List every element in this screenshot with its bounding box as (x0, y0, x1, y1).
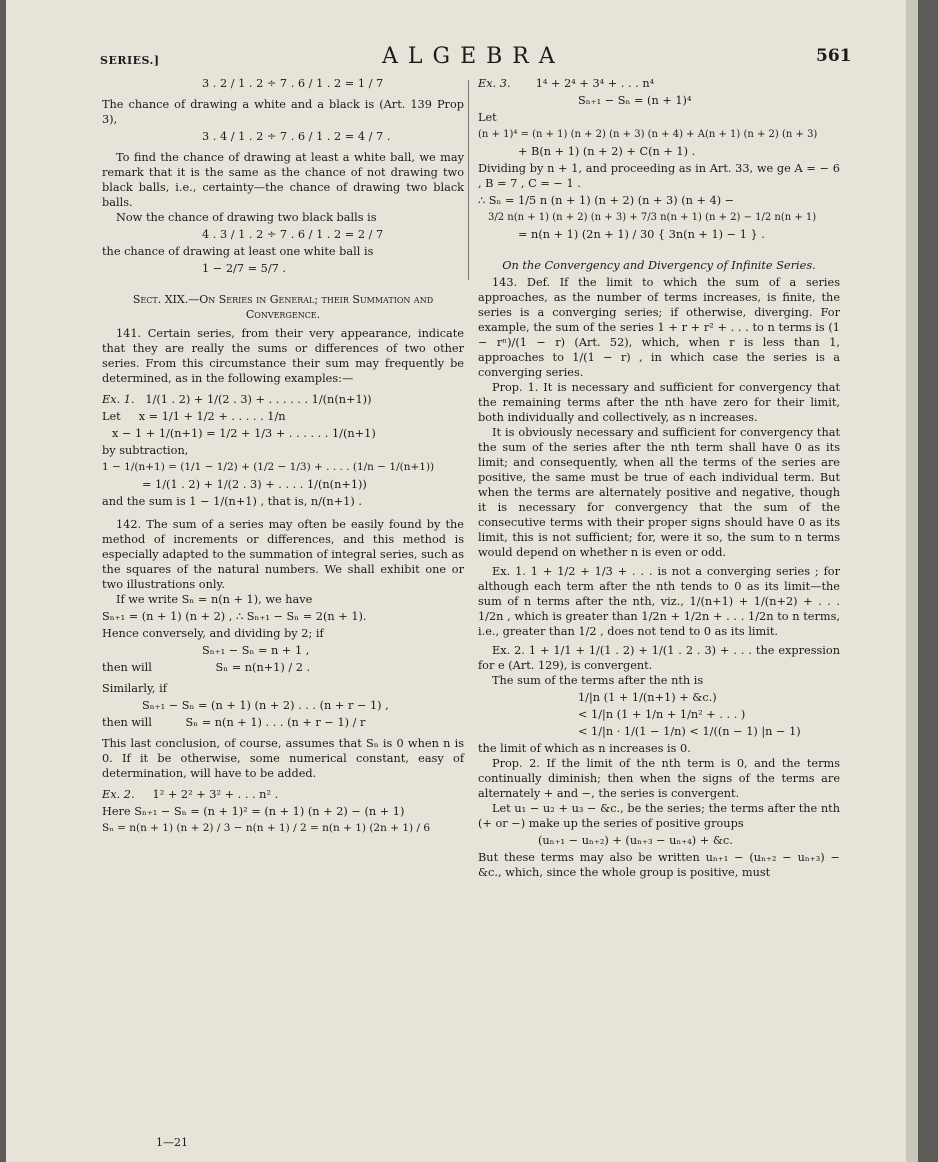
paragraph: 142. The sum of a series may often be easily found by the method of increments or differences, and this method is especially adapted to the summation of integral series, such as the squares of the natural numbers. We shall exhibit one or two illustrations only. (102, 518, 464, 591)
equation: (uₙ₊₁ − uₙ₊₂) + (uₙ₊₃ − uₙ₊₄) + &c. (538, 834, 733, 847)
running-head-left: SERIES.] (100, 54, 160, 67)
paragraph: Prop. 1. It is necessary and sufficient for convergency that the remaining terms after the nth have zero for their limit, both individually and collectively, as n increases. (478, 381, 840, 424)
paragraph: Let (478, 111, 497, 124)
equation: 1 − 2/7 = 5/7 . (202, 262, 287, 275)
page-header (6, 44, 918, 74)
equation: Sₙ = n(n+1) / 2 . (215, 661, 311, 674)
paragraph: Let u₁ − u₂ + u₃ − &c., be the series; the terms after the nth (+ or −) make up the series of positive groups (478, 802, 840, 830)
equation: x − 1 + 1/(n+1) = 1/2 + 1/3 + . . . . . . 1/(n+1) (112, 427, 376, 440)
example-label: Ex. 1. (102, 393, 135, 406)
equation: 3/2 n(n + 1) (n + 2) (n + 3) + 7/3 n(n + 1) (n + 2) − 1/2 n(n + 1) (488, 212, 817, 223)
equation: 1/|n (1 + 1/(n+1) + &c.) (578, 691, 717, 704)
left-column (102, 74, 464, 838)
then-label: then will (102, 661, 152, 674)
example-label: Ex. 3. (478, 77, 511, 90)
paragraph: But these terms may also be written uₙ₊₁ − (uₙ₊₂ − uₙ₊₃) − &c., which, since the whole group is positive, must (478, 851, 840, 879)
paragraph: 143. Def. If the limit to which the sum of a series approaches, as the number of terms increases, is finite, the series is a converging series; if otherwise, diverging. For example, the sum of the series 1 + r + r² + . . . to n terms is (1 − rⁿ)/(1 − r) (Art. 52), which, when r is less than 1, approaches to 1/(1 − r) , in which case the series is a converging series. (478, 276, 840, 379)
equation: = 1/(1 . 2) + 1/(2 . 3) + . . . . 1/(n(n+1)) (142, 478, 367, 491)
equation: Sₙ = n(n + 1) . . . (n + r − 1) / r (185, 716, 366, 729)
equation: 1² + 2² + 3² + . . . n² . (152, 788, 279, 801)
example-line (102, 392, 464, 407)
equation: (n + 1)⁴ = (n + 1) (n + 2) (n + 3) (n + 4) + A(n + 1) (n + 2) (n + 3) (478, 129, 818, 140)
paragraph: Similarly, if (102, 682, 167, 695)
column-rule (468, 80, 469, 280)
equation: 1 − 1/(n+1) = (1/1 − 1/2) + (1/2 − 1/3) + . . . . (1/n − 1/(n+1)) (102, 461, 435, 473)
running-head-title: ALGEBRA (382, 44, 565, 69)
equation: 1⁴ + 2⁴ + 3⁴ + . . . n⁴ (535, 77, 655, 90)
equation: 3 . 2 / 1 . 2 ÷ 7 . 6 / 1 . 2 = 1 / 7 (202, 77, 384, 90)
equation: Here Sₙ₊₁ − Sₙ = (n + 1)² = (n + 1) (n + 2) − (n + 1) (102, 805, 405, 818)
paragraph: 141. Certain series, from their very appearance, indicate that they are really the sums or differences of two other series. From this circumstance their sum may frequently be determined, as in the following examples:— (102, 327, 464, 385)
paragraph: the limit of which as n increases is 0. (478, 742, 691, 755)
paragraph: To find the chance of drawing at least a white ball, we may remark that it is the same as the chance of not drawing two black balls, i.e., certainty—the chance of drawing two black balls. (102, 151, 464, 209)
equation: ∴ Sₙ = 1/5 n (n + 1) (n + 2) (n + 3) (n + 4) − (478, 194, 735, 207)
paragraph: The sum of the terms after the nth is (492, 674, 704, 687)
section-heading: Sect. XIX.—On Series in General; their Summation and Convergence. (132, 293, 434, 321)
paragraph: If we write Sₙ = n(n + 1), we have (116, 593, 313, 606)
paragraph: and the sum is 1 − 1/(n+1) , that is, n/(n+1) . (102, 495, 362, 508)
paragraph: by subtraction, (102, 444, 189, 457)
equation: + B(n + 1) (n + 2) + C(n + 1) . (518, 145, 696, 158)
equation: = n(n + 1) (2n + 1) / 30 { 3n(n + 1) − 1 } . (518, 228, 765, 241)
equation: Sₙ₊₁ − Sₙ = (n + 1)⁴ (578, 94, 692, 107)
signature-mark: 1—21 (156, 1136, 188, 1149)
paragraph: Prop. 2. If the limit of the nth term is 0, and the terms continually diminish; then when the signs of the terms are alternately + and −, the series is convergent. (478, 757, 840, 800)
then-line (102, 660, 464, 675)
equation: x = 1/1 + 1/2 + . . . . . 1/n (138, 410, 286, 423)
let-line (102, 409, 464, 424)
section-subheading: On the Convergency and Divergency of Infinite Series. (502, 259, 816, 272)
paragraph: The chance of drawing a white and a black is (Art. 139 Prop 3), (102, 98, 464, 126)
paragraph: It is obviously necessary and sufficient for convergency that the sum of the series after the nth term shall have 0 as its limit; and consequently, when all the terms of the series are positive, the same must be true of each individual term. But when the terms are alternately positive and negative, though it is necessary for convergency that the sum of the consecutive terms with their proper signs should have 0 as its limit, this is not sufficient; for, were it so, the sum to n terms would depend on whether n is even or odd. (478, 426, 840, 559)
example-line (478, 76, 840, 91)
equation: < 1/|n (1 + 1/n + 1/n² + . . . ) (578, 708, 746, 721)
paragraph: the chance of drawing at least one white ball is (102, 245, 374, 258)
equation: Sₙ = n(n + 1) (n + 2) / 3 − n(n + 1) / 2 = n(n + 1) (2n + 1) / 6 (102, 822, 431, 834)
equation: Sₙ₊₁ = (n + 1) (n + 2) , ∴ Sₙ₊₁ − Sₙ = 2(n + 1). (102, 610, 367, 623)
paragraph: This last conclusion, of course, assumes that Sₙ is 0 when n is 0. If it be otherwise, some numerical constant, easy of determination, will have to be added. (102, 737, 464, 780)
book-page (6, 0, 918, 1162)
example-label: Ex. 2. (102, 788, 135, 801)
equation: 4 . 3 / 1 . 2 ÷ 7 . 6 / 1 . 2 = 2 / 7 (202, 228, 384, 241)
paragraph: Hence conversely, and dividing by 2; if (102, 627, 324, 640)
equation: Sₙ₊₁ − Sₙ = (n + 1) (n + 2) . . . (n + r − 1) , (142, 699, 389, 712)
page-number: 561 (816, 46, 852, 66)
paragraph: Now the chance of drawing two black balls is (116, 211, 377, 224)
paragraph: Ex. 2. 1 + 1/1 + 1/(1 . 2) + 1/(1 . 2 . 3) + . . . the expression for e (Art. 129), is convergent. (478, 644, 840, 672)
equation: 3 . 4 / 1 . 2 ÷ 7 . 6 / 1 . 2 = 4 / 7 . (202, 130, 391, 143)
then-line (102, 715, 464, 730)
then-label: then will (102, 716, 152, 729)
paragraph: Ex. 1. 1 + 1/2 + 1/3 + . . . is not a converging series ; for although each term after the nth tends to 0 as its limit—the sum of n terms after the nth, viz., 1/(n+1) + 1/(n+2) + . . . 1/2n , which is greater than 1/2n + 1/2n + . . . 1/2n to n terms, i.e., greater than 1/2 , does not tend to 0 as its limit. (478, 565, 840, 638)
let-label: Let (102, 410, 121, 423)
equation: 1/(1 . 2) + 1/(2 . 3) + . . . . . . 1/(n(n+1)) (145, 393, 372, 406)
right-column (478, 74, 840, 880)
equation: < 1/|n · 1/(1 − 1/n) < 1/((n − 1) |n − 1) (578, 725, 801, 738)
example-line (102, 787, 464, 802)
equation: Sₙ₊₁ − Sₙ = n + 1 , (202, 644, 310, 657)
paragraph: Dividing by n + 1, and proceeding as in Art. 33, we ge A = − 6 , B = 7 , C = − 1 . (478, 162, 840, 190)
